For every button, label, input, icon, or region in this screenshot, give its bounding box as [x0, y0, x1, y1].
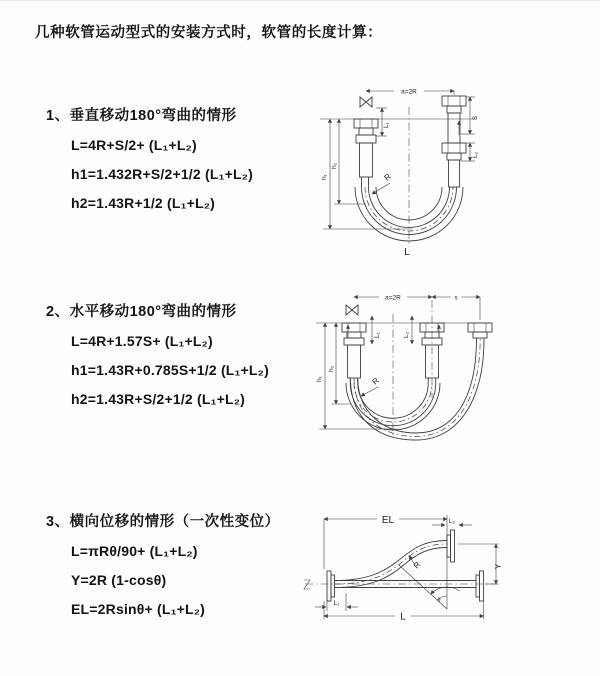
dim-label-s: s	[454, 294, 458, 302]
formula-length: L=4R+S/2+ (L₁+L₂)	[71, 137, 197, 153]
dim-label-y: Y	[494, 563, 503, 569]
section-vertical-motion	[46, 104, 253, 224]
dim-label-l2: L₂	[448, 518, 456, 525]
right-hose-fitting	[442, 96, 466, 187]
diagram-lateral-displacement	[300, 503, 598, 639]
section-horizontal-motion	[46, 300, 269, 420]
braided-hose-section	[449, 160, 460, 187]
radius-label: R	[382, 171, 393, 183]
dim-label-s: S	[472, 115, 479, 120]
braided-hose-section	[348, 345, 361, 378]
dim-label-l2: L₂	[472, 151, 479, 158]
centerline-mark	[304, 580, 310, 589]
dim-label-a2r: a=2R	[401, 88, 417, 96]
displaced-flange	[447, 530, 455, 562]
left-flange	[327, 571, 335, 601]
right-hose-fitting	[468, 323, 492, 338]
dim-label-l1: L₁	[383, 122, 390, 128]
dim-label-l1: L₁	[333, 600, 340, 607]
dim-label-h2: h₂	[328, 365, 335, 372]
dim-label-l2: L₂	[403, 331, 410, 338]
formula-length: L=πRθ/90+ (L₁+L₂)	[71, 543, 198, 559]
section-2-heading: 2、水平移动180°弯曲的情形	[46, 304, 237, 320]
section-3-heading: 3、横向位移的情形（一次性变位）	[46, 514, 280, 530]
diagram-horizontal-180-bend	[308, 286, 596, 444]
formula-h1: h1=1.432R+S/2+1/2 (L₁+L₂)	[71, 166, 253, 182]
u-bend-hose-position-1	[346, 375, 440, 430]
length-label: L	[404, 247, 410, 258]
angle-label: θ	[437, 597, 441, 604]
dim-label-l1: L₁	[374, 332, 381, 338]
formula-h2: h2=1.43R+S/2+1/2 (L₁+L₂)	[71, 391, 246, 407]
diagram-vertical-180-bend	[308, 77, 596, 259]
left-hose-fitting	[354, 119, 378, 177]
dim-label-h1: h₁	[321, 174, 328, 180]
formula-el: EL=2Rsinθ+ (L₁+L₂)	[71, 601, 206, 617]
radius-label: R	[370, 375, 381, 387]
formula-length: L=4R+1.57S+ (L₁+L₂)	[71, 333, 213, 349]
right-flange	[476, 571, 484, 601]
dim-label-a2r: a=2R	[385, 294, 401, 302]
valve-icon	[360, 97, 372, 107]
left-hose-fitting	[342, 323, 366, 378]
dim-label-el: EL	[381, 515, 395, 526]
formula-y: Y=2R (1-cosθ)	[71, 572, 167, 588]
valve-icon	[346, 305, 358, 315]
section-1-heading: 1、垂直移动180°弯曲的情形	[46, 108, 237, 124]
page-title: 几种软管运动型式的安装方式时，软管的长度计算：	[35, 25, 383, 41]
dim-label-h2: h₂	[331, 162, 338, 169]
section-lateral-displacement	[46, 510, 280, 630]
radius-label: R	[411, 560, 423, 571]
formula-h2: h2=1.43R+1/2 (L₁+L₂)	[71, 195, 216, 211]
dim-label-l: L	[400, 611, 406, 623]
braided-hose-section	[360, 143, 373, 177]
dim-label-h1: h₁	[316, 376, 323, 382]
formula-h1: h1=1.43R+0.785S+1/2 (L₁+L₂)	[71, 362, 269, 378]
